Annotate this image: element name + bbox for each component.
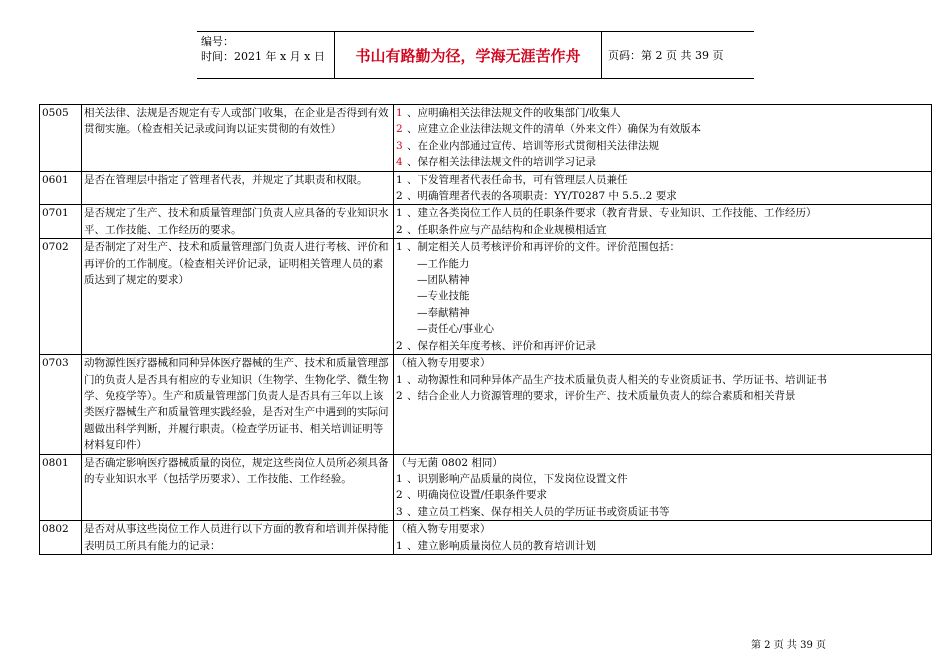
page-header [197,31,754,79]
item-text: 保存相关法律法规文件的培训学习记录 [417,156,596,169]
clause-code: 0801 [40,454,82,521]
list-item [396,188,929,204]
item-number: 3 [396,139,403,152]
item-text: 建立员工档案、保存相关人员的学历证书或资质证书等 [417,505,670,518]
measures-cell [394,171,932,205]
requirement-text: 相关法律、法规是否规定有专人或部门收集，在企业是否得到有效贯彻实施。（检查相关记录或问询以证实贯彻的有效性） [82,105,394,172]
item-text: 动物源性和同种异体产品生产技术质量负责人相关的专业资质证书、学历证书、培训证书 [417,373,827,386]
sub-item: —责任心/事业心 [417,323,495,336]
item-text: 任职条件应与产品结构和企业规模相适宜 [417,223,607,236]
list-item [396,372,929,388]
measures-cell [394,239,932,355]
table-row [40,205,932,239]
item-number: 4 [396,156,403,169]
item-text: 明确岗位设置/任职条件要求 [417,489,548,502]
measures-cell [394,521,932,555]
scope-note: （与无菌 0802 相同） [396,456,503,469]
sub-item: —团队精神 [417,274,470,287]
scope-note: （植入物专用要求） [396,357,491,370]
clause-code: 0802 [40,521,82,555]
requirement-text: 动物源性医疗器械和同种异体医疗器械的生产、技术和质量管理部门的负责人是否具有相应的专业知识（生物学、生物化学、微生物学、免疫学等）。生产和质量管理部门负责人是否具有三年以上该类医疗器械生产和质量管理实践经验，是否对生产中遇到的实际问题做出科学判断，并履行职责。（检查学历证书、相关培训证明等材料复印件） [82,355,394,454]
table-row [40,521,932,555]
item-text: 建立各类岗位工作人员的任职条件要求（教育背景、专业知识、工作技能、工作经历） [417,207,817,220]
item-number: 2 [396,123,403,136]
item-number: 1 [396,207,403,220]
item-separator: 、 [407,472,418,485]
item-separator: 、 [407,389,418,402]
requirement-text: 是否制定了对生产、技术和质量管理部门负责人进行考核、评价和再评价的工作制度。（检查相关评价记录，证明相关管理人员的素质达到了规定的要求） [82,239,394,355]
item-number: 2 [396,190,403,203]
clause-code: 0505 [40,105,82,172]
item-number: 1 [396,539,403,552]
item-separator: 、 [407,241,418,254]
item-text: 应明确相关法律法规文件的收集部门/收集人 [417,107,621,119]
list-item [396,487,929,503]
table-row [40,171,932,205]
measures-cell [394,105,932,172]
list-item [396,471,929,487]
item-number: 1 [396,373,403,386]
scope-note: （植入物专用要求） [396,523,491,536]
item-text: 制定相关人员考核评价和再评价的文件。评价范围包括： [417,241,680,254]
list-item [396,222,929,238]
item-separator: 、 [407,489,418,502]
item-number: 2 [396,223,403,236]
header-meta [197,32,335,78]
item-text: 明确管理者代表的各项职责：YY/T0287 中 5.5..2 要求 [417,190,677,203]
item-separator: 、 [407,505,418,518]
table-row [40,105,932,172]
requirement-text: 是否确定影响医疗器械质量的岗位，规定这些岗位人员所必须具备的专业知识水平（包括学历要求）、工作技能、工作经验。 [82,454,394,521]
item-text: 在企业内部通过宣传、培训等形式贯彻相关法律法规 [417,139,659,152]
list-item [396,388,929,404]
list-item [396,338,929,354]
item-text: 下发管理者代表任命书，可有管理层人员兼任 [417,173,628,186]
item-number: 1 [396,107,403,119]
sub-item: —工作能力 [417,257,470,270]
item-number: 1 [396,472,403,485]
clause-code: 0601 [40,171,82,205]
item-number: 3 [396,505,403,518]
list-item [396,105,929,121]
item-separator: 、 [407,139,418,152]
item-separator: 、 [407,190,418,203]
list-item [396,172,929,188]
measures-cell [394,205,932,239]
clause-code: 0703 [40,355,82,454]
item-separator: 、 [407,107,418,119]
measures-cell [394,355,932,454]
header-motto: 书山有路勤为径，学海无涯苦作舟 [335,32,602,78]
item-separator: 、 [407,173,418,186]
item-separator: 、 [407,539,418,552]
sub-item: —奉献精神 [417,306,470,319]
item-number: 2 [396,489,403,502]
list-item [396,138,929,154]
measures-cell [394,454,932,521]
table-row [40,454,932,521]
sub-item: —专业技能 [417,290,470,303]
item-separator: 、 [407,339,418,352]
list-item [396,154,929,170]
item-text: 结合企业人力资源管理的要求，评价生产、技术质量负责人的综合素质和相关背景 [417,389,796,402]
item-separator: 、 [407,223,418,236]
list-item [396,538,929,554]
requirement-text: 是否在管理层中指定了管理者代表，并规定了其职责和权限。 [82,171,394,205]
item-separator: 、 [407,207,418,220]
item-text: 保存相关年度考核、评价和再评价记录 [417,339,596,352]
list-item [396,205,929,221]
document-time: 时间：2021 年 x 月 x 日 [201,50,325,63]
document-number-label: 编号： [201,35,234,48]
item-number: 2 [396,389,403,402]
clause-code: 0702 [40,239,82,355]
item-number: 2 [396,339,403,352]
requirement-text: 是否对从事这些岗位工作人员进行以下方面的教育和培训并保持能表明员工所具有能力的记录： [82,521,394,555]
item-number: 1 [396,241,403,254]
clause-code: 0701 [40,205,82,239]
table-row [40,239,932,355]
list-item [396,121,929,137]
requirements-table [39,104,932,555]
list-item [396,239,929,255]
list-item [396,504,929,520]
item-number: 1 [396,173,403,186]
item-text: 识别影响产品质量的岗位，下发岗位设置文件 [417,472,628,485]
item-separator: 、 [407,156,418,169]
page-footer: 第 2 页 共 39 页 [751,640,826,651]
table-row [40,355,932,454]
requirement-text: 是否规定了生产、技术和质量管理部门负责人应具备的专业知识水平、工作技能、工作经历的要求。 [82,205,394,239]
item-separator: 、 [407,123,418,136]
item-text: 应建立企业法律法规文件的清单（外来文件）确保为有效版本 [417,123,701,136]
header-page-number: 页码：第 2 页 共 39 页 [608,49,724,62]
item-separator: 、 [407,373,418,386]
item-text: 建立影响质量岗位人员的教育培训计划 [417,539,596,552]
